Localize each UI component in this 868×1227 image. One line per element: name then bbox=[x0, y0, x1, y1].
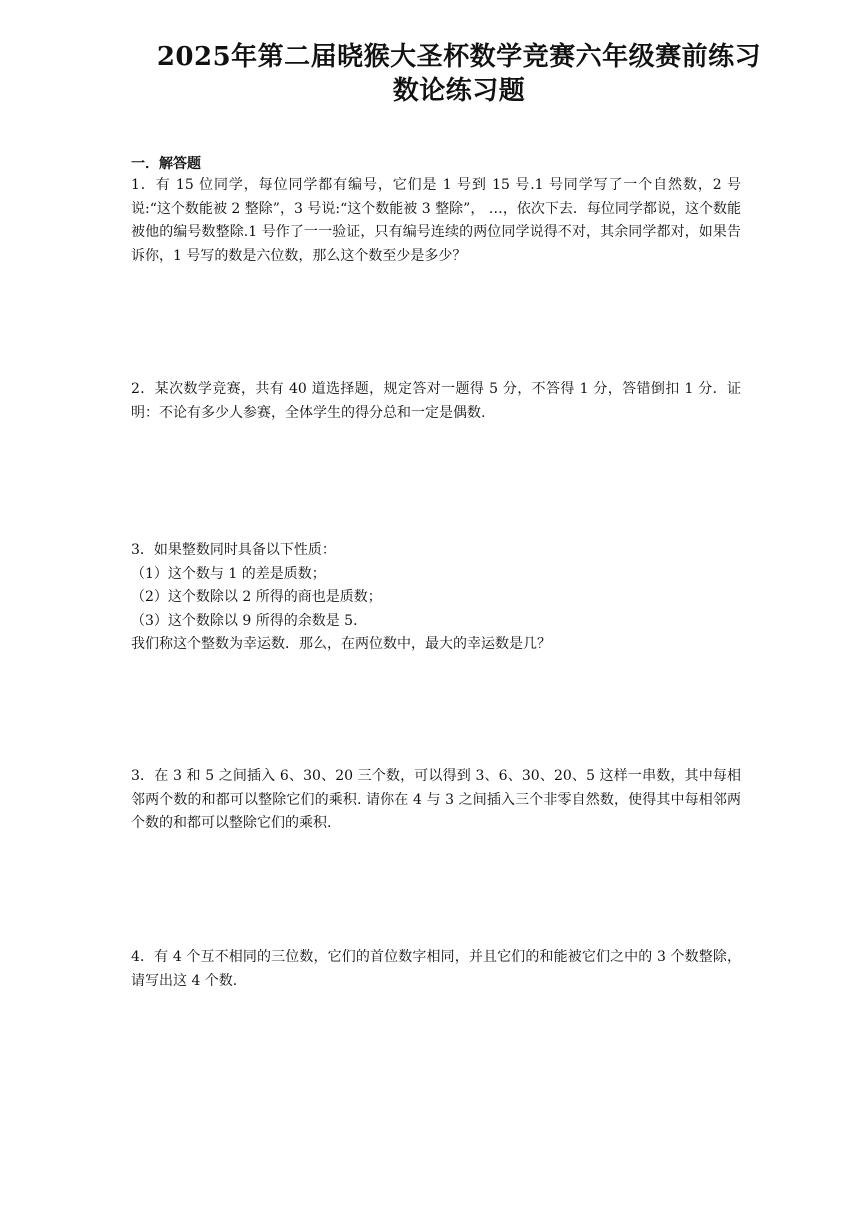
problem-5 bbox=[131, 946, 741, 993]
document-title-line-1: 2025年第二届晓猴大圣杯数学竞赛六年级赛前练习 bbox=[156, 42, 762, 72]
section-heading: 一．解答题 bbox=[131, 156, 201, 172]
problem-3-intro: 3．如果整数同时具备以下性质： bbox=[131, 542, 336, 558]
problem-3 bbox=[131, 539, 741, 657]
problem-1 bbox=[131, 174, 741, 268]
problem-3-condition-2: （2）这个数除以 2 所得的商也是质数； bbox=[131, 589, 382, 605]
problem-3-question: 我们称这个整数为幸运数．那么，在两位数中，最大的幸运数是几？ bbox=[131, 636, 551, 652]
problem-4-text: 3．在 3 和 5 之间插入 6、30、20 三个数，可以得到 3、6、30、20、5 这样一串数，其中每相邻两个数的和都可以整除它们的乘积. 请你在 4 与 3 之间插入三个非零自然数，使得其中每相邻两个数的和都可以整除它们的乘积. bbox=[131, 768, 741, 831]
problem-3-condition-3: （3）这个数除以 9 所得的余数是 5． bbox=[131, 612, 368, 629]
problem-5-text: 4．有 4 个互不相同的三位数，它们的首位数字相同，并且它们的和能被它们之中的 3 个数整除，请写出这 4 个数. bbox=[131, 949, 741, 989]
problem-1-text: 1．有 15 位同学，每位同学都有编号，它们是 1 号到 15 号.1 号同学写了一个自然数，2 号说:“这个数能被 2 整除”，3 号说:“这个数能被 3 整除”， …，依次下去．每位同学都说，这个数能被他的编号数整除.1 号作了一一验证，只有编号连续的两位同学说得不对，其余同学都对，如果告诉你，1 号写的数是六位数，那么这个数至少是多少？ bbox=[131, 177, 741, 264]
problem-4 bbox=[131, 765, 741, 836]
problem-2 bbox=[131, 378, 741, 425]
problem-2-text: 2．某次数学竞赛，共有 40 道选择题，规定答对一题得 5 分，不答得 1 分，答错倒扣 1 分．证明：不论有多少人参赛，全体学生的得分总和一定是偶数. bbox=[131, 381, 741, 421]
document-title-line-2: 数论练习题 bbox=[392, 76, 526, 106]
problem-3-condition-1: （1）这个数与 1 的差是质数； bbox=[131, 565, 326, 582]
